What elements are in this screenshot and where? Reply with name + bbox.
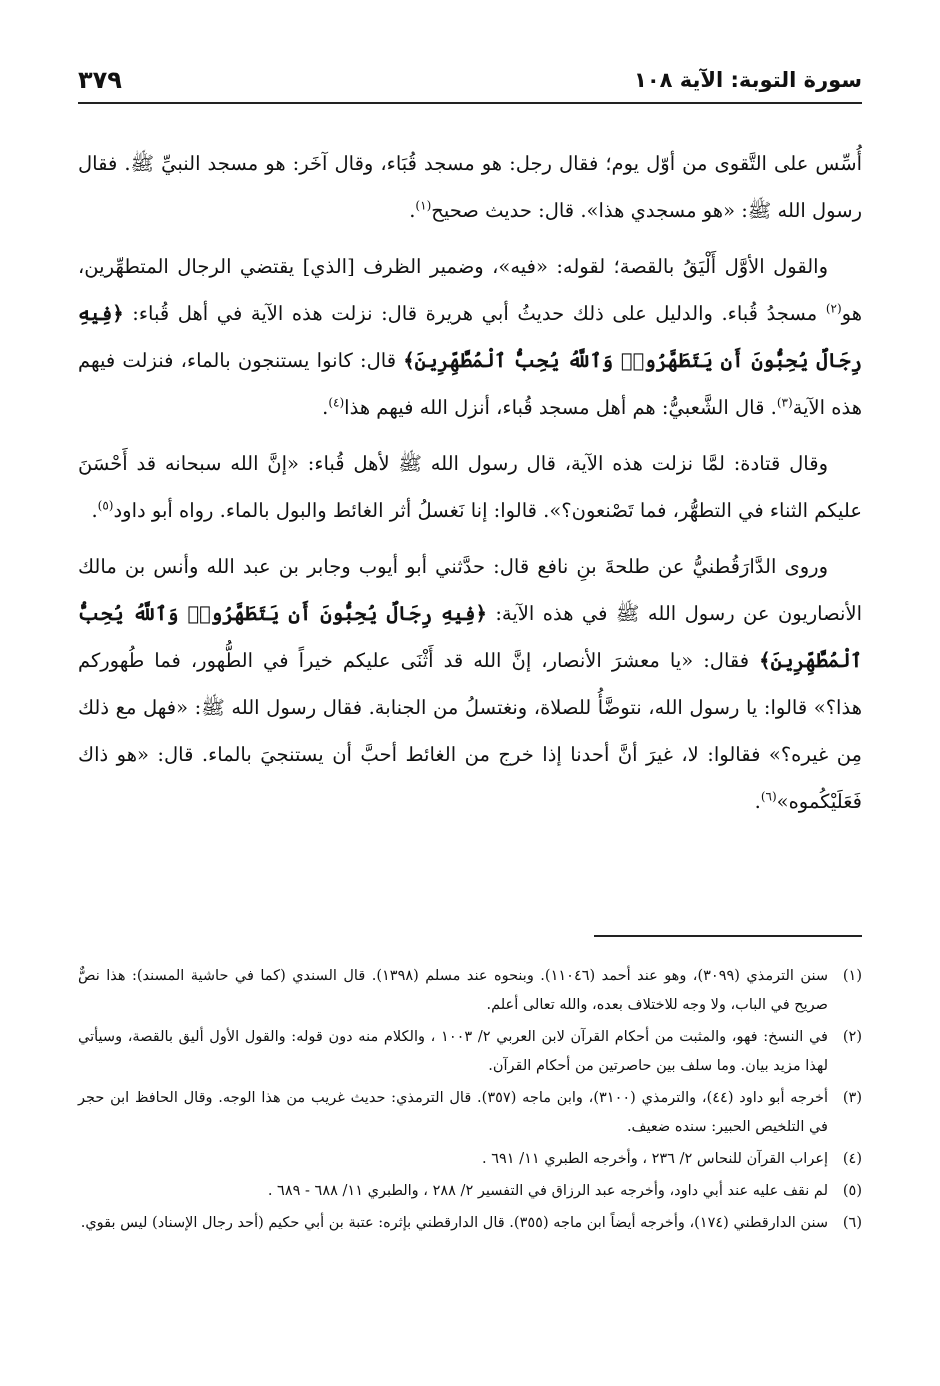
footnote-separator <box>594 935 862 937</box>
footnote-ref-1: (١) <box>415 198 432 213</box>
footnote-text: سنن الدارقطني (١٧٤)، وأخرجه أيضاً ابن ماجه (٣٥٥). قال الدارقطني بإثره: عتبة بن أبي حكيم (أحد رجال الإسناد) ليس بقوي. <box>80 1215 828 1231</box>
footnote-ref-3: (٣) <box>776 395 793 410</box>
footnote-number: (٦) <box>842 1215 862 1231</box>
page-number: ٣٧٩ <box>78 66 122 94</box>
footnote-number: (٤) <box>842 1151 862 1167</box>
main-text <box>78 140 862 834</box>
footnotes <box>78 962 862 1241</box>
quran-verse: ﴿فِيهِ رِجَالٌ يُحِبُّونَ أَن يَتَطَهَّرُوا۟ وَٱللَّهُ يُحِبُّ ٱلْمُطَّهِّرِينَ﴾ <box>78 302 862 372</box>
footnote-ref-6: (٦) <box>760 789 777 804</box>
footnote-ref-4: (٤) <box>328 395 345 410</box>
footnote <box>78 1177 862 1206</box>
paragraph-3: وقال قتادة: لمَّا نزلت هذه الآية، قال رسول الله ﷺ لأهل قُباء: «إنَّ الله سبحانه قد أَحْسَنَ عليكم الثناء في التطهُّر، فما تَصْنعون؟». قالوا: إنا نَغسلُ أثر الغائط والبول بالماء. رواه أبو داود$^{(٥)}$. <box>78 452 862 522</box>
footnote <box>78 962 862 1020</box>
footnote-text: إعراب القرآن للنحاس ٢/ ٢٣٦ ، وأخرجه الطبري ١١/ ٦٩١ . <box>482 1151 828 1167</box>
quran-verse: ﴿فِيهِ رِجَالٌ يُحِبُّونَ أَن يَتَطَهَّرُوا۟ وَٱللَّهُ يُحِبُّ ٱلْمُطَّهِّرِينَ﴾ <box>78 602 862 672</box>
paragraph-1: أُسِّس على التَّقوى من أوّل يوم؛ فقال رجل: هو مسجد قُبَاء، وقال آخَر: هو مسجد النبيِّ ﷺ. فقال رسول الله ﷺ: «هو مسجدي هذا». قال: حديث صحيح$^{(١)}$. <box>78 152 862 222</box>
footnote-number: (٢) <box>842 1029 862 1045</box>
footnote-number: (٥) <box>842 1183 862 1199</box>
footnote-ref-2: (٢) <box>825 301 842 316</box>
running-title: سورة التوبة: الآية ١٠٨ <box>634 68 862 92</box>
footnote-ref-5: (٥) <box>97 498 114 513</box>
paragraph-2: والقول الأوَّل أَلْيَقُ بالقصة؛ لقوله: «فيه»، وضمير الظرف [الذي] يقتضي الرجال المتطهِّرين، هو$^{(٢)}$ مسجدُ قُباء. والدليل على ذلك حديثُ أبي هريرة قال: نزلت هذه الآية في أهل قُباء: ﴿فِيهِ رِجَالٌ يُحِبُّونَ أَن يَتَطَهَّرُوا۟ وَٱللَّهُ يُحِبُّ ٱلْمُطَّهِّرِينَ﴾ قال: كانوا يستنجون بالماء، فنزلت فيهم هذه الآية$^{(٣)}$. قال الشَّعبيُّ: هم أهل مسجد قُباء، أنزل الله فيهم هذا$^{(٤)}$. <box>78 255 862 419</box>
footnote-text: لم نقف عليه عند أبي داود، وأخرجه عبد الرزاق في التفسير ٢/ ٢٨٨ ، والطبري ١١/ ٦٨٨ - ٦٨٩ . <box>267 1183 828 1199</box>
footnote-number: (١) <box>842 968 862 984</box>
footnote <box>78 1209 862 1238</box>
footnote-text: سنن الترمذي (٣٠٩٩)، وهو عند أحمد (١١٠٤٦). وبنحوه عند مسلم (١٣٩٨). قال السندي (كما في حاشية المسند): هذا نصٌّ صريح في الباب، ولا وجه للاختلاف بعده، والله تعالى أعلم. <box>78 968 828 1013</box>
paragraph-4: وروى الدَّارَقُطنيُّ عن طلحةَ بنِ نافع قال: حدَّثني أبو أيوب وجابر بن عبد الله وأنس بن مالك الأنصاريون عن رسول الله ﷺ في هذه الآية: ﴿فِيهِ رِجَالٌ يُحِبُّونَ أَن يَتَطَهَّرُوا۟ وَٱللَّهُ يُحِبُّ ٱلْمُطَّهِّرِينَ﴾ فقال: «يا معشرَ الأنصار، إنَّ الله قد أَثْنَى عليكم خيراً في الطُّهور، فما طُهوركم هذا؟» قالوا: يا رسول الله، نتوضَّأُ للصلاة، ونغتسلُ من الجنابة. فقال رسول الله ﷺ: «فهل مع ذلك مِن غيره؟» فقالوا: لا، غيرَ أنَّ أحدنا إذا خرج من الغائط أحبَّ أن يستنجيَ بالماء. قال: «هو ذاك فَعَلَيْكُموه»$^{(٦)}$. <box>78 555 863 813</box>
footnote <box>78 1023 862 1081</box>
footnote-text: أخرجه أبو داود (٤٤)، والترمذي (٣١٠٠)، وابن ماجه (٣٥٧). قال الترمذي: حديث غريب من هذا الوجه. وقال الحافظ ابن حجر في التلخيص الحبير: سنده ضعيف. <box>78 1090 828 1135</box>
footnote <box>78 1145 862 1174</box>
page-header <box>78 64 862 104</box>
footnote <box>78 1084 862 1142</box>
footnote-number: (٣) <box>842 1090 862 1106</box>
footnote-text: في النسخ: فهو، والمثبت من أحكام القرآن لابن العربي ٢/ ١٠٠٣ ، والكلام منه دون قوله: والقول الأول أليق بالقصة، وسيأتي لهذا مزيد بيان. وما سلف بين حاصرتين من أحكام القرآن. <box>78 1029 828 1074</box>
